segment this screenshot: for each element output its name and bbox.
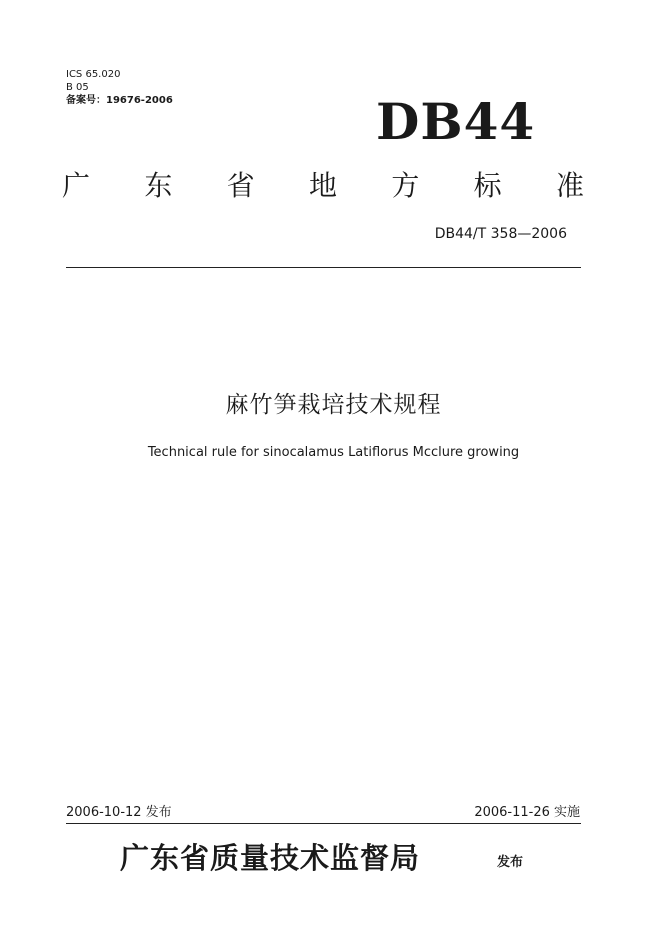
title-char: 省: [226, 169, 255, 202]
title-char: 广: [62, 169, 91, 202]
standard-number: DB44/T 358—2006: [434, 226, 567, 242]
classification-code: B 05: [66, 82, 89, 93]
title-char: 准: [555, 169, 584, 202]
standard-code-logo: DB44: [376, 92, 536, 151]
issue-date: 2006-10-12 发布: [66, 805, 172, 820]
title-char: 方: [391, 169, 420, 202]
top-divider: [66, 267, 581, 268]
issuer-suffix: 发布: [497, 855, 524, 870]
document-title-cn: 麻竹笋栽培技术规程: [225, 392, 442, 418]
title-char: 地: [308, 169, 337, 202]
ics-code: ICS 65.020: [66, 69, 121, 80]
document-title-en: Technical rule for sinocalamus Latiflorus Mcclure growing: [147, 445, 520, 460]
record-number: 备案号：19676-2006: [66, 95, 173, 106]
bottom-divider: [66, 823, 581, 824]
title-char: 标: [473, 169, 502, 202]
issuing-authority: 广东省质量技术监督局: [120, 841, 421, 875]
implementation-date: 2006-11-26 实施: [474, 805, 580, 820]
standard-type-title: [62, 166, 584, 206]
title-char: 东: [144, 169, 173, 202]
